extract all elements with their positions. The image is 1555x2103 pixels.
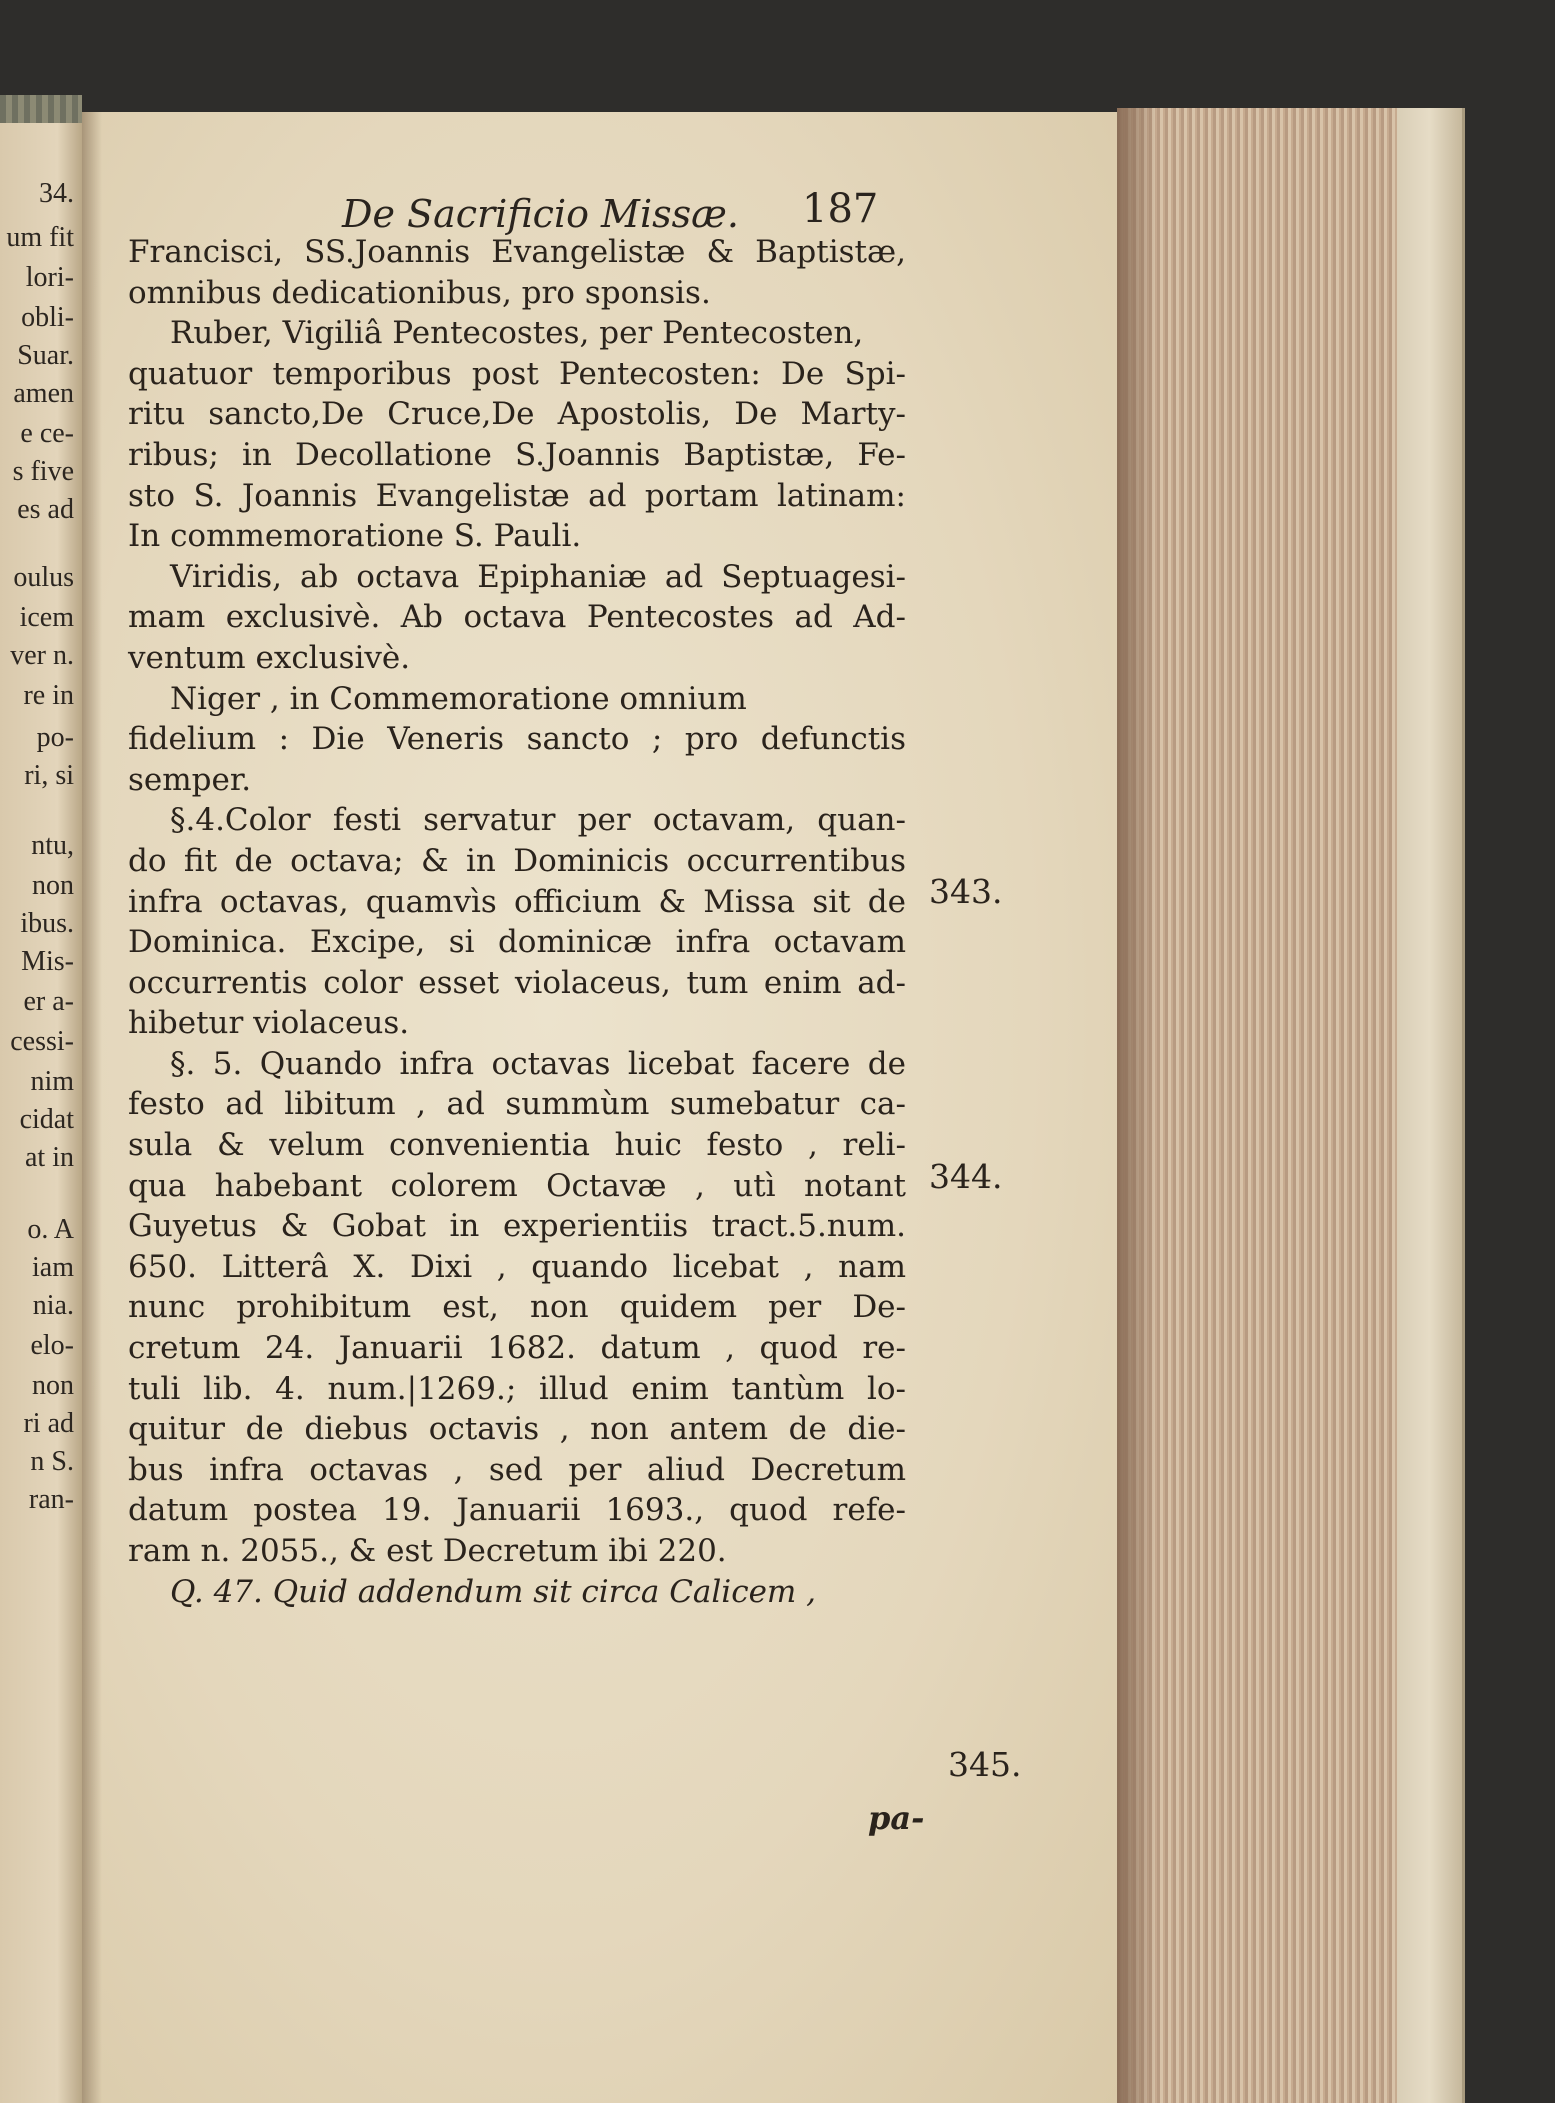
text-line bbox=[128, 1003, 906, 1044]
text-line-content: ventum exclusivè. bbox=[128, 639, 411, 676]
facing-page-fragment: s five bbox=[12, 456, 74, 487]
text-line-content: quatuor temporibus post Pentecosten: De Spi- bbox=[128, 355, 906, 392]
facing-page-fragment: nia. bbox=[32, 1290, 74, 1321]
facing-page-fragment: ri ad bbox=[23, 1408, 74, 1439]
facing-page-fragment: cidat bbox=[19, 1104, 74, 1135]
facing-page-fragment: elo- bbox=[30, 1330, 74, 1361]
facing-page-fragment: ibus. bbox=[20, 908, 74, 939]
text-line-content: 650. Litterâ X. Dixi , quando licebat , nam bbox=[128, 1248, 906, 1285]
text-line-content: bus infra octavas , sed per aliud Decretum bbox=[128, 1451, 906, 1488]
facing-page-fragment: obli- bbox=[21, 302, 74, 333]
facing-page-fragment: 34. bbox=[39, 178, 74, 209]
text-line-content: Francisci, SS.Joannis Evangelistæ & Baptistæ, bbox=[128, 234, 906, 270]
text-line-content: do fit de octava; & in Dominicis occurrentibus bbox=[128, 842, 906, 879]
text-line bbox=[128, 841, 906, 882]
facing-page-edge-band bbox=[0, 95, 82, 123]
text-line-content: infra octavas, quamvìs officium & Missa sit de bbox=[128, 883, 906, 920]
text-line-content: Dominica. Excipe, si dominicæ infra octavam bbox=[128, 924, 906, 961]
facing-page-fragment: er a- bbox=[23, 986, 74, 1017]
text-line bbox=[128, 394, 906, 435]
facing-page bbox=[0, 95, 82, 2103]
text-line bbox=[128, 638, 906, 679]
text-line bbox=[128, 1328, 906, 1369]
text-line bbox=[128, 800, 906, 841]
text-line-content: Niger , in Commemoratione omnium bbox=[170, 680, 747, 717]
text-line-content: omnibus dedicationibus, pro sponsis. bbox=[128, 274, 711, 311]
text-line bbox=[128, 922, 906, 963]
fore-edge-shadow bbox=[1117, 108, 1157, 2103]
book-cover-edge bbox=[1397, 108, 1465, 2103]
facing-page-fragment: Mis- bbox=[21, 946, 74, 977]
text-line bbox=[128, 1166, 906, 1207]
text-line-content: Guyetus & Gobat in experientiis tract.5.num. bbox=[128, 1208, 906, 1245]
facing-page-fragment: nim bbox=[30, 1066, 74, 1097]
text-line-content: In commemoratione S. Pauli. bbox=[128, 518, 582, 555]
text-line bbox=[128, 476, 906, 517]
text-line bbox=[128, 557, 906, 598]
margin-number: 344. bbox=[929, 1157, 1003, 1196]
text-line bbox=[128, 719, 906, 760]
text-line bbox=[128, 232, 906, 273]
text-line-content: sula & velum convenientia huic festo , reli- bbox=[128, 1127, 906, 1164]
facing-page-fragment: icem bbox=[19, 602, 74, 633]
text-line-content: ram n. 2055., & est Decretum ibi 220. bbox=[128, 1533, 727, 1569]
text-line bbox=[128, 313, 906, 354]
text-line-content: Q. 47. Quid addendum sit circa Calicem , bbox=[170, 1573, 817, 1610]
facing-page-fragment: ver n. bbox=[10, 640, 74, 671]
text-line bbox=[128, 1450, 906, 1491]
text-line-content: qua habebant colorem Octavæ , utì notant bbox=[128, 1167, 906, 1204]
facing-page-fragment: um fit bbox=[6, 222, 74, 253]
text-line-content: tuli lib. 4. num.|1269.; illud enim tantùm lo- bbox=[128, 1370, 906, 1407]
facing-page-fragment: Suar. bbox=[17, 340, 74, 371]
text-line-content: semper. bbox=[128, 761, 252, 798]
text-line-content: ribus; in Decollatione S.Joannis Baptistæ, Fe- bbox=[128, 436, 906, 473]
margin-number: 345. bbox=[948, 1745, 1022, 1784]
text-line bbox=[128, 679, 906, 720]
text-line bbox=[128, 1572, 906, 1613]
text-line bbox=[128, 1206, 906, 1247]
text-line-content: fidelium : Die Veneris sancto ; pro defunctis bbox=[128, 721, 906, 758]
text-line-content: cretum 24. Januarii 1682. datum , quod re- bbox=[128, 1330, 906, 1367]
facing-page-fragment: ran- bbox=[28, 1484, 74, 1515]
text-line-content: Ruber, Vigiliâ Pentecostes, per Pentecosten, bbox=[170, 315, 864, 352]
text-line bbox=[128, 1531, 906, 1572]
text-line-content: mam exclusivè. Ab octava Pentecostes ad Ad- bbox=[128, 599, 906, 636]
facing-page-fragment: iam bbox=[32, 1252, 74, 1283]
text-line bbox=[128, 1044, 906, 1085]
text-line-content: §. 5. Quando infra octavas licebat facere de bbox=[170, 1045, 906, 1082]
fore-edge bbox=[1117, 108, 1397, 2103]
text-line bbox=[128, 1490, 906, 1531]
margin-number: 343. bbox=[929, 872, 1003, 911]
text-line bbox=[128, 516, 906, 557]
facing-page-fragment: cessi- bbox=[10, 1026, 74, 1057]
facing-page-fragment: e ce- bbox=[20, 418, 74, 449]
text-line bbox=[128, 1287, 906, 1328]
text-line-content: nunc prohibitum est, non quidem per De- bbox=[128, 1289, 906, 1326]
text-line bbox=[128, 435, 906, 476]
facing-page-fragment: n S. bbox=[30, 1446, 74, 1477]
text-line bbox=[128, 760, 906, 801]
text-line-content: hibetur violaceus. bbox=[128, 1005, 410, 1042]
text-line bbox=[128, 882, 906, 923]
text-line bbox=[128, 597, 906, 638]
facing-page-fragment: non bbox=[32, 870, 74, 901]
text-line-content: sto S. Joannis Evangelistæ ad portam latinam: bbox=[128, 477, 906, 514]
facing-page-fragment: es ad bbox=[17, 494, 74, 525]
text-line-content: festo ad libitum , ad summùm sumebatur ca- bbox=[128, 1086, 906, 1123]
facing-page-fragment: re in bbox=[23, 680, 74, 711]
text-line bbox=[128, 1084, 906, 1125]
facing-page-fragment: po- bbox=[36, 722, 74, 753]
page-number: 187 bbox=[802, 186, 879, 232]
text-line bbox=[128, 963, 906, 1004]
facing-page-fragment: oulus bbox=[13, 562, 74, 593]
running-head-title: De Sacrificio Missæ. bbox=[342, 192, 739, 236]
text-line-content: datum postea 19. Januarii 1693., quod refe- bbox=[128, 1492, 906, 1529]
text-line bbox=[128, 354, 906, 395]
facing-page-fragment: non bbox=[32, 1370, 74, 1401]
gutter-shadow bbox=[82, 112, 102, 2103]
facing-page-fragment: amen bbox=[13, 378, 74, 409]
text-line-content: §.4.Color festi servatur per octavam, quan- bbox=[170, 802, 906, 839]
facing-page-fragment: o. A bbox=[27, 1214, 74, 1245]
text-line bbox=[128, 1247, 906, 1288]
facing-page-fragment: at in bbox=[25, 1142, 74, 1173]
text-line bbox=[128, 1409, 906, 1450]
catchword: pa- bbox=[868, 1799, 925, 1837]
text-line bbox=[128, 273, 906, 314]
text-line-content: quitur de diebus octavis , non antem de die- bbox=[128, 1411, 906, 1448]
facing-page-fragment: lori- bbox=[25, 262, 74, 293]
text-line-content: occurrentis color esset violaceus, tum enim ad- bbox=[128, 964, 906, 1001]
text-line-content: Viridis, ab octava Epiphaniæ ad Septuagesi- bbox=[170, 558, 906, 595]
text-line bbox=[128, 1125, 906, 1166]
facing-page-fragment: ri, si bbox=[24, 760, 74, 791]
facing-page-fragment: ntu, bbox=[31, 830, 74, 861]
body-text bbox=[128, 232, 906, 1612]
text-line-content: ritu sancto,De Cruce,De Apostolis, De Marty- bbox=[128, 396, 906, 433]
text-line bbox=[128, 1369, 906, 1410]
